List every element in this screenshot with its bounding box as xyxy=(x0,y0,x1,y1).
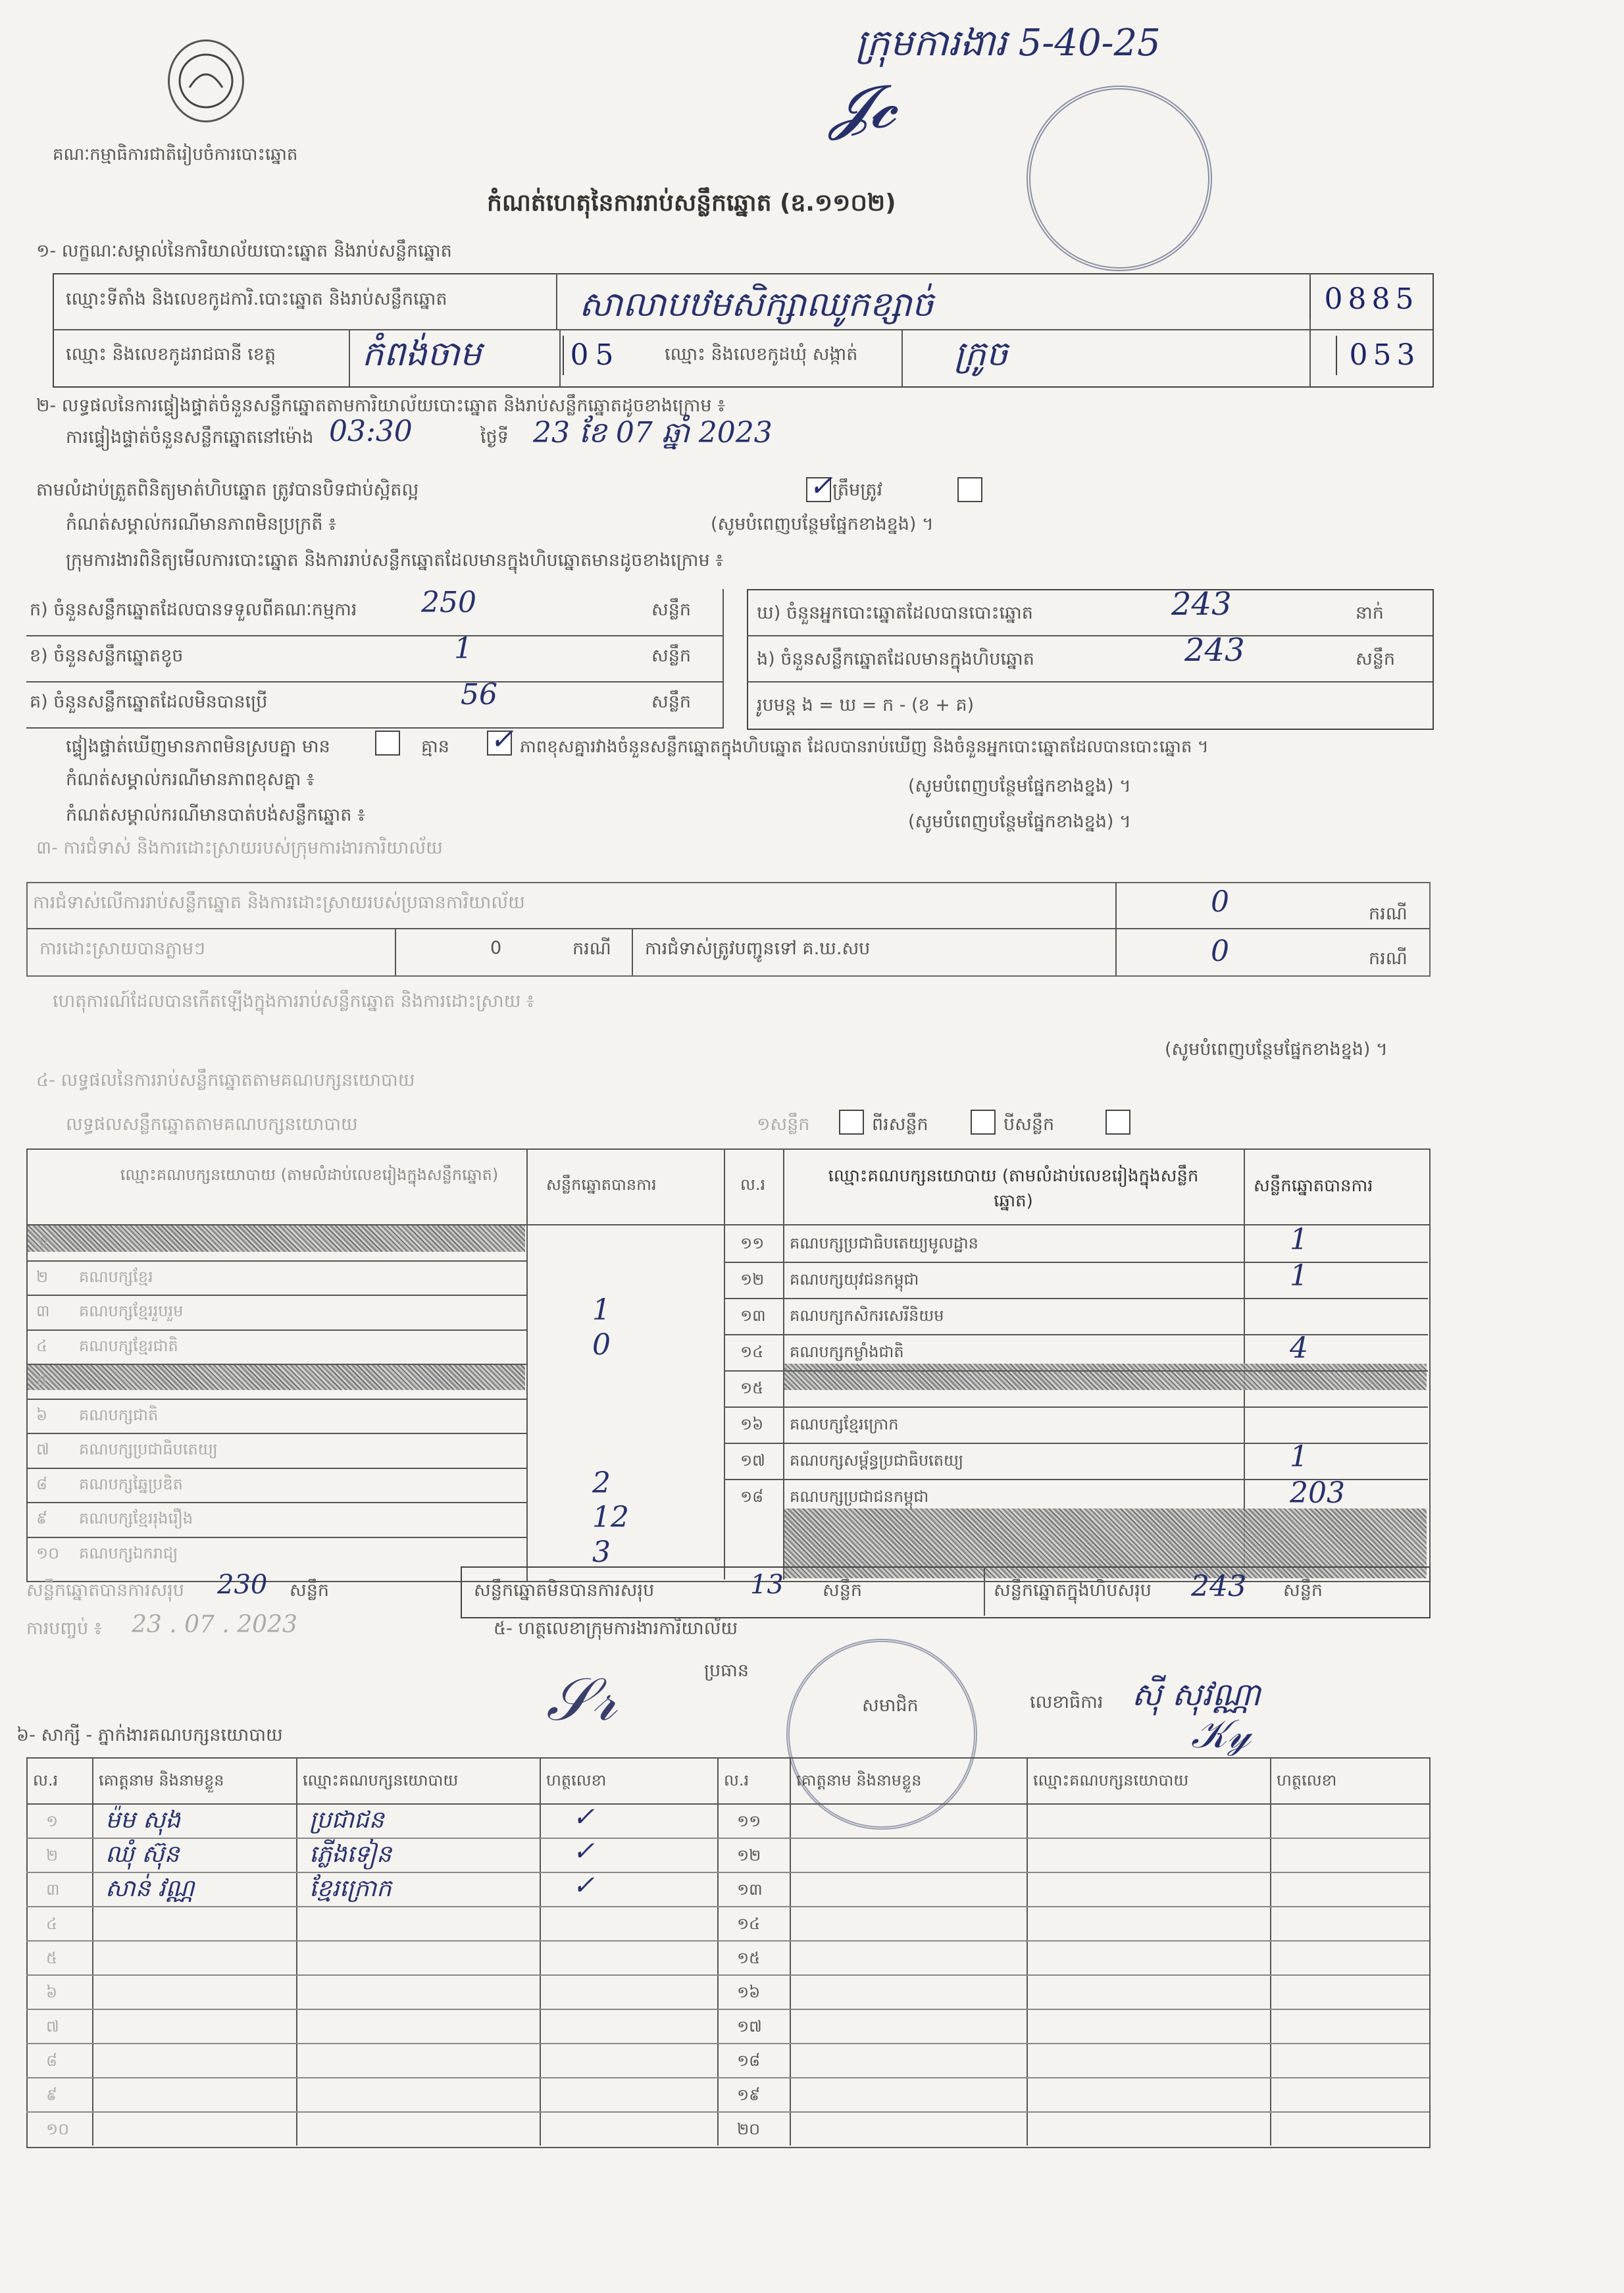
witness-col-header: គោត្តនាម និងនាមខ្លួន xyxy=(99,1771,224,1790)
results-left-votes: 2 xyxy=(592,1466,611,1500)
witness-col-rule xyxy=(92,1757,93,2146)
results-right-no: ១៤ xyxy=(740,1343,764,1361)
end-datetime-value: 23 . 07 . 2023 xyxy=(132,1611,297,1638)
verify-date-value: 23 ខែ 07 ឆ្នាំ 2023 xyxy=(533,416,773,450)
results-right-party: គណបក្សខ្មែរក្រោក xyxy=(790,1415,899,1433)
witness-left-party: ភ្លើងទៀន xyxy=(309,1841,392,1868)
total-valid-label: សន្លឹកឆ្នោតបានការសរុប xyxy=(26,1580,184,1601)
witness-right-no: ១៩ xyxy=(737,2086,761,2104)
results-left-party: គណបក្សខ្មែររួបរួម xyxy=(79,1302,184,1320)
witness-right-no: ១២ xyxy=(737,1846,761,1865)
witness-col-header: ល.រ xyxy=(724,1771,749,1790)
witness-col-rule xyxy=(296,1757,297,2146)
results-right-rule xyxy=(724,1370,1428,1372)
witness-row-rule xyxy=(26,1872,1429,1873)
witness-col-header: ល.រ xyxy=(33,1771,59,1790)
witness-left-no: ៤ xyxy=(46,1915,57,1933)
objection-unit-1: ករណី xyxy=(1369,904,1408,924)
received-ballots-value: 250 xyxy=(421,586,476,619)
results-right-no: ១៧ xyxy=(740,1451,765,1470)
team-check-label: ក្រុមការងារពិនិត្យមើលការបោះឆ្នោត និងការរាប់សន្លឹកឆ្នោតដែលមានក្នុងហិបឆ្នោតមានដូចខាងក្រោម ៖ xyxy=(66,550,724,571)
results-left-rule xyxy=(26,1502,526,1503)
box-ballots-value: 243 xyxy=(1184,632,1245,669)
incident-suffix: (សូមបំពេញបន្ថែមផ្នែកខាងខ្នង) ។ xyxy=(1165,1039,1388,1060)
witness-left-no: ៥ xyxy=(46,1949,57,1967)
results-right-votes: 203 xyxy=(1290,1476,1345,1510)
secretary-label: លេខាធិការ xyxy=(1030,1692,1104,1713)
section1-heading: ១- លក្ខណៈសម្គាល់នៃការិយាល័យបោះឆ្នោត និងរាប់សន្លឹកឆ្នោត xyxy=(36,241,452,261)
witness-right-no: ១៤ xyxy=(737,1915,761,1933)
witness-left-sign: ✓ xyxy=(572,1802,595,1832)
commune-label: ឈ្មោះ និងលេខកូដឃុំ សង្កាត់ xyxy=(665,344,858,365)
signature-heading: ៥- ហត្ថលេខាក្រុមការងារការិយាល័យ xyxy=(494,1618,738,1639)
spoiled-ballots-value: 1 xyxy=(454,632,472,665)
results-left-no: ២ xyxy=(36,1267,49,1286)
witness-left-no: ៨ xyxy=(46,2051,57,2070)
unused-ballots-unit: សន្លឹក xyxy=(651,692,691,712)
secretary-value: ស៊ី សុវណ្ណា xyxy=(1132,1676,1261,1713)
objection-count-1: 0 xyxy=(1211,885,1229,919)
province-code: 05 xyxy=(563,336,625,382)
verify-date-label: ថ្ងៃទី xyxy=(480,427,509,448)
results-right-no: ១៥ xyxy=(740,1379,764,1397)
results-left-votes: 0 xyxy=(592,1327,611,1362)
unused-ballots-label: គ) ចំនួនសន្លឹកឆ្នោតដែលមិនបានប្រើ xyxy=(30,692,268,712)
received-ballots-label: ក) ចំនួនសន្លឹកឆ្នោតដែលបានទទួលពីគណៈកម្មការ xyxy=(30,600,357,620)
results-left-party: គណបក្សឯករាជ្យ xyxy=(79,1543,178,1562)
witness-left-no: ៣ xyxy=(46,1880,60,1899)
witness-left-no: ៧ xyxy=(46,2017,59,2036)
school-code: 0885 xyxy=(1309,280,1431,326)
results-right-party: គណបក្សប្រជាធិបតេយ្យមូលដ្ឋាន xyxy=(790,1234,978,1252)
results-right-rule xyxy=(724,1334,1428,1335)
verify-time-label: ការផ្ទៀងផ្ទាត់ចំនួនសន្លឹកឆ្នោតនៅម៉ោង xyxy=(66,427,314,448)
witness-right-no: ២០ xyxy=(737,2120,761,2138)
witness-row-rule xyxy=(26,2043,1429,2044)
col-party-left: ឈ្មោះគណបក្សនយោបាយ (តាមលំដាប់លេខរៀងក្នុងសន្លឹកឆ្នោត) xyxy=(120,1166,499,1184)
results-right-no: ១៨ xyxy=(740,1487,764,1506)
results-right-no: ១២ xyxy=(740,1270,765,1289)
results-left-party: គណបក្សខ្មែរ xyxy=(79,1267,153,1286)
results-left-rule xyxy=(26,1329,526,1331)
results-line: លទ្ធផលសន្លឹកឆ្នោតតាមគណបក្សនយោបាយ xyxy=(66,1114,358,1135)
sheets-2-label: ពីរសន្លឹក xyxy=(872,1114,928,1135)
results-right-party: គណបក្សកម្លាំងជាតិ xyxy=(790,1343,904,1361)
lost-note-label: កំណត់សម្គាល់ករណីមានបាត់បង់សន្លឹកឆ្នោត ៖ xyxy=(66,805,365,825)
results-right-votes: 1 xyxy=(1290,1440,1308,1474)
witness-right-no: ១៧ xyxy=(737,2017,762,2036)
results-left-no: ៧ xyxy=(36,1440,49,1458)
witness-left-name: ឈុំ ស៊ុន xyxy=(105,1841,180,1868)
sheets-3-label: បីសន្លឹក xyxy=(1003,1114,1055,1135)
witness-right-no: ១៣ xyxy=(737,1880,763,1899)
witness-left-no: ២ xyxy=(46,1846,59,1865)
objection-forwarded-label: ការជំទាស់ត្រូវបញ្ជូនទៅ គ.ឃ.សប xyxy=(645,939,871,959)
formula: រូបមន្ត ង = ឃ = ក - (ខ + គ) xyxy=(757,695,975,715)
section6-heading: ៦- សាក្សី - ភ្នាក់ងារគណបក្សនយោបាយ xyxy=(16,1725,283,1745)
section2-heading: ២- លទ្ធផលនៃការផ្ទៀងផ្ទាត់ចំនួនសន្លឹកឆ្នោតតាមការិយាល័យបោះឆ្នោត និងរាប់សន្លឹកឆ្នោតដូចខាងក្រោម ៖ xyxy=(36,396,725,416)
results-right-rule xyxy=(724,1406,1428,1408)
witness-col-header: ហត្ថលេខា xyxy=(546,1771,607,1790)
results-left-party: គណបក្សជាតិ xyxy=(79,1405,159,1424)
seal-check-label: តាមលំដាប់ត្រួតពិនិត្យមាត់ហិបឆ្នោត ត្រូវបានបិទជាប់ស្អិតល្អ xyxy=(36,480,419,500)
objection-resolved-count: 0 xyxy=(490,938,502,958)
witness-col-header: ឈ្មោះគណបក្សនយោបាយ xyxy=(303,1771,459,1790)
results-right-party: គណបក្សសម្ព័ន្ធប្រជាធិបតេយ្យ xyxy=(790,1451,964,1470)
chief-label: ប្រធាន xyxy=(704,1661,749,1681)
col-party-right: ឈ្មោះគណបក្សនយោបាយ (តាមលំដាប់លេខរៀងក្នុងសន្លឹកឆ្នោត) xyxy=(828,1166,1199,1211)
witness-row-rule xyxy=(26,2009,1429,2010)
seal-ok-label: ត្រឹមត្រូវ xyxy=(832,480,883,500)
results-left-no: ១ xyxy=(36,1233,49,1251)
lost-note-suffix: (សូមបំពេញបន្ថែមផ្នែកខាងខ្នង) ។ xyxy=(908,812,1131,832)
results-left-party: គណបក្សខ្មែរជាតិ xyxy=(79,1336,178,1355)
witness-col-header: ហត្ថលេខា xyxy=(1277,1771,1337,1790)
witness-row-rule xyxy=(26,1974,1429,1976)
total-valid-unit: សន្លឹក xyxy=(290,1580,329,1601)
total-box-unit: សន្លឹក xyxy=(1283,1580,1323,1601)
form-title: កំណត់ហេតុនៃការរាប់សន្លឹកឆ្នោត (ឧ.១១០២) xyxy=(487,190,896,217)
shaded-row-1 xyxy=(28,1225,525,1252)
witness-left-name: ម៉ម សុង xyxy=(105,1807,181,1834)
witness-col-rule xyxy=(717,1757,719,2146)
results-right-votes: 1 xyxy=(1290,1223,1308,1256)
witness-left-name: សាន់ វណ្ណ xyxy=(105,1875,195,1902)
school-value: សាលាបឋមសិក្សាឈូកខ្សាច់ xyxy=(579,285,934,324)
witness-head-rule xyxy=(26,1803,1429,1805)
witness-right-no: ១៨ xyxy=(737,2051,761,2070)
witness-table xyxy=(26,1757,1431,2148)
witness-left-sign: ✓ xyxy=(572,1836,595,1867)
col-votes-right: សន្លឹកឆ្នោតបានការ xyxy=(1254,1176,1373,1196)
voters-unit: នាក់ xyxy=(1356,603,1384,623)
witness-col-rule xyxy=(1027,1757,1028,2146)
witness-row-rule xyxy=(26,1940,1429,1942)
irregular-note-suffix: (សូមបំពេញបន្ថែមផ្នែកខាងខ្នង) ។ xyxy=(711,514,934,534)
results-right-rule xyxy=(724,1298,1428,1299)
witness-right-no: ១១ xyxy=(737,1812,761,1830)
results-left-rule xyxy=(26,1468,526,1469)
handwritten-note: ក្រុមការងារ 5-40-25 xyxy=(855,22,1161,64)
results-right-party: គណបក្សប្រជាជនកម្ពុជា xyxy=(790,1487,929,1506)
results-left-no: ៩ xyxy=(36,1509,47,1528)
col-votes-left: សន្លឹកឆ្នោតបានការ xyxy=(546,1175,657,1194)
results-left-votes: 1 xyxy=(592,1293,611,1327)
results-left-no: ៤ xyxy=(36,1336,47,1355)
witness-left-no: ៩ xyxy=(46,2086,57,2104)
results-right-no: ១៣ xyxy=(740,1306,766,1325)
sheets-3-checkbox[interactable] xyxy=(1105,1110,1130,1135)
sheets-2-checkbox[interactable] xyxy=(971,1110,996,1135)
results-left-rule xyxy=(26,1433,526,1434)
spoiled-ballots-label: ខ) ចំនួនសន្លឹកឆ្នោតខូច xyxy=(30,646,184,666)
school-label: ឈ្មោះទីតាំង និងលេខកូដការិ.បោះឆ្នោត និងរាប់សន្លឹកឆ្នោត xyxy=(66,289,447,309)
voters-label: ឃ) ចំនួនអ្នកបោះឆ្នោតដែលបានបោះឆ្នោត xyxy=(757,603,1033,623)
total-invalid-label: សន្លឹកឆ្នោតមិនបានការសរុប xyxy=(474,1580,655,1601)
results-left-no: ៣ xyxy=(36,1302,50,1320)
witness-row-rule xyxy=(26,1838,1429,1839)
difference-note-label: កំណត់សម្គាល់ករណីមានភាពខុសគ្នា ៖ xyxy=(66,769,315,790)
witness-col-rule xyxy=(540,1757,541,2146)
total-box-label: សន្លឹកឆ្នោតក្នុងហិបសរុប xyxy=(994,1580,1152,1601)
witness-row-rule xyxy=(26,1906,1429,1907)
witness-left-party: ប្រជាជន xyxy=(309,1807,384,1834)
received-ballots-unit: សន្លឹក xyxy=(651,600,691,620)
witness-right-no: ១៦ xyxy=(737,1983,761,2001)
mismatch-rest: ភាពខុសគ្នារវាងចំនួនសន្លឹកឆ្នោតក្នុងហិបឆ្នោត ដែលបានរាប់ឃើញ និងចំនួនអ្នកបោះឆ្នោតដែលបានបោះឆ្នោត ។ xyxy=(520,737,1209,757)
official-seal-top xyxy=(1027,86,1212,271)
section4-heading: ៤- លទ្ធផលនៃការរាប់សន្លឹកឆ្នោតតាមគណបក្សនយោបាយ xyxy=(36,1070,415,1091)
member-label: សមាជិក xyxy=(862,1695,919,1716)
total-valid-value: 230 xyxy=(217,1570,268,1600)
mismatch-no-checkbox[interactable]: ✓ xyxy=(487,731,512,756)
total-invalid-value: 13 xyxy=(750,1570,784,1600)
results-left-rule xyxy=(26,1364,526,1365)
col-no-right: ល.រ xyxy=(740,1175,766,1194)
results-left-party: គណបក្សប្រជាធិបតេយ្យ xyxy=(79,1440,218,1458)
results-left-rule xyxy=(26,1399,526,1400)
results-left-rule xyxy=(26,1295,526,1296)
box-ballots-unit: សន្លឹក xyxy=(1356,649,1395,669)
shaded-row-5 xyxy=(28,1364,525,1390)
witness-left-no: ៦ xyxy=(46,1983,57,2001)
total-box-value: 243 xyxy=(1191,1570,1246,1603)
results-left-votes: 12 xyxy=(592,1501,629,1534)
commune-value: ក្រូច xyxy=(954,334,1008,374)
witness-right-no: ១៥ xyxy=(737,1949,761,1967)
witness-row-rule xyxy=(26,2077,1429,2078)
witness-col-header: ឈ្មោះគណបក្សនយោបាយ xyxy=(1033,1771,1189,1790)
results-left-rule xyxy=(26,1537,526,1538)
emblem-logo xyxy=(168,39,244,122)
witness-col-rule xyxy=(790,1757,791,2146)
irregular-note-label: កំណត់សម្គាល់ករណីមានភាពមិនប្រក្រតី ៖ xyxy=(66,514,336,534)
province-value: កំពង់ចាម xyxy=(362,334,482,374)
total-invalid-unit: សន្លឹក xyxy=(823,1580,862,1601)
end-datetime-label: ការបញ្ចប់ ៖ xyxy=(26,1618,102,1639)
objection-resolved-unit: ករណី xyxy=(572,939,611,959)
results-left-rule xyxy=(26,1260,526,1262)
unused-ballots-value: 56 xyxy=(461,678,497,711)
difference-note-suffix: (សូមបំពេញបន្ថែមផ្នែកខាងខ្នង) ។ xyxy=(908,776,1131,796)
witness-left-no: ១ xyxy=(46,1812,59,1830)
results-left-party: គណបក្សខ្មែររុងរឿង xyxy=(79,1509,193,1528)
witness-left-no: ១០ xyxy=(46,2120,70,2138)
results-right-votes: 4 xyxy=(1290,1331,1308,1365)
witness-col-header: គោត្តនាម និងនាមខ្លួន xyxy=(796,1771,922,1790)
seal-not-ok-checkbox[interactable] xyxy=(957,477,982,502)
results-right-no: ១៦ xyxy=(740,1415,764,1433)
results-right-no: ១១ xyxy=(740,1234,765,1252)
results-left-no: ៦ xyxy=(36,1405,47,1424)
results-left-votes: 3 xyxy=(592,1535,611,1569)
mismatch-no-label: គ្មាន xyxy=(421,736,449,757)
province-label: ឈ្មោះ និងលេខកូដរាជធានី ខេត្ត xyxy=(66,344,276,365)
spoiled-ballots-unit: សន្លឹក xyxy=(651,646,691,666)
objection-resolved-label: ការដោះស្រាយបានភ្លាមៗ xyxy=(39,939,205,959)
sheets-1-label: ១សន្លឹក xyxy=(757,1114,810,1135)
committee-name: គណៈកម្មាធិការជាតិរៀបចំការបោះឆ្នោត xyxy=(53,145,298,165)
witness-col-rule xyxy=(1270,1757,1271,2146)
results-left-no: ១០ xyxy=(36,1543,60,1562)
sheets-1-checkbox[interactable] xyxy=(839,1110,864,1135)
section3-heading: ៣- ការជំទាស់ និងការដោះស្រាយរបស់ក្រុមការងារការិយាល័យ xyxy=(36,838,443,858)
results-right-votes: 1 xyxy=(1290,1259,1308,1293)
results-right-rule xyxy=(724,1443,1428,1444)
objection-row-label: ការជំទាស់លើការរាប់សន្លឹកឆ្នោត និងការដោះស្រាយរបស់ប្រធានការិយាល័យ xyxy=(33,892,525,913)
objection-count-2: 0 xyxy=(1211,935,1229,968)
results-left-party: គណបក្សឆ្នៃប្រឌិត xyxy=(79,1474,183,1493)
commune-code: 053 xyxy=(1336,336,1431,382)
results-right-party: គណបក្សយុវជនកម្ពុជា xyxy=(790,1270,919,1289)
shaded-row-15 xyxy=(784,1364,1427,1390)
secretary-signature: 𝒦𝓎 xyxy=(1191,1711,1251,1757)
box-ballots-label: ង) ចំនួនសន្លឹកឆ្នោតដែលមានក្នុងហិបឆ្នោត xyxy=(757,649,1034,669)
top-signature: 𝓙𝓬 xyxy=(829,72,896,142)
mismatch-yes-checkbox[interactable] xyxy=(375,731,400,756)
witness-row-rule xyxy=(26,2111,1429,2113)
witness-left-sign: ✓ xyxy=(572,1870,595,1901)
results-right-rule xyxy=(724,1262,1428,1263)
objection-unit-2: ករណី xyxy=(1369,948,1408,969)
results-right-party: គណបក្សកសិករសេរីនិយម xyxy=(790,1306,944,1325)
results-left-no: ៨ xyxy=(36,1474,47,1493)
voters-value: 243 xyxy=(1171,586,1232,623)
mismatch-label: ផ្ទៀងផ្ទាត់ឃើញមានភាពមិនស្របគ្នា មាន xyxy=(66,736,330,757)
witness-left-party: ខ្មែរក្រោក xyxy=(309,1875,392,1902)
chief-signature: 𝒮𝓇 xyxy=(546,1665,617,1734)
seal-ok-checkbox[interactable]: ✓ xyxy=(806,477,831,502)
incident-label: ហេតុការណ៍ដែលបានកើតឡើងក្នុងការរាប់សន្លឹកឆ្នោត និងការដោះស្រាយ ៖ xyxy=(53,991,534,1012)
verify-time-value: 03:30 xyxy=(329,415,413,448)
results-left-no: ៥ xyxy=(36,1371,47,1389)
